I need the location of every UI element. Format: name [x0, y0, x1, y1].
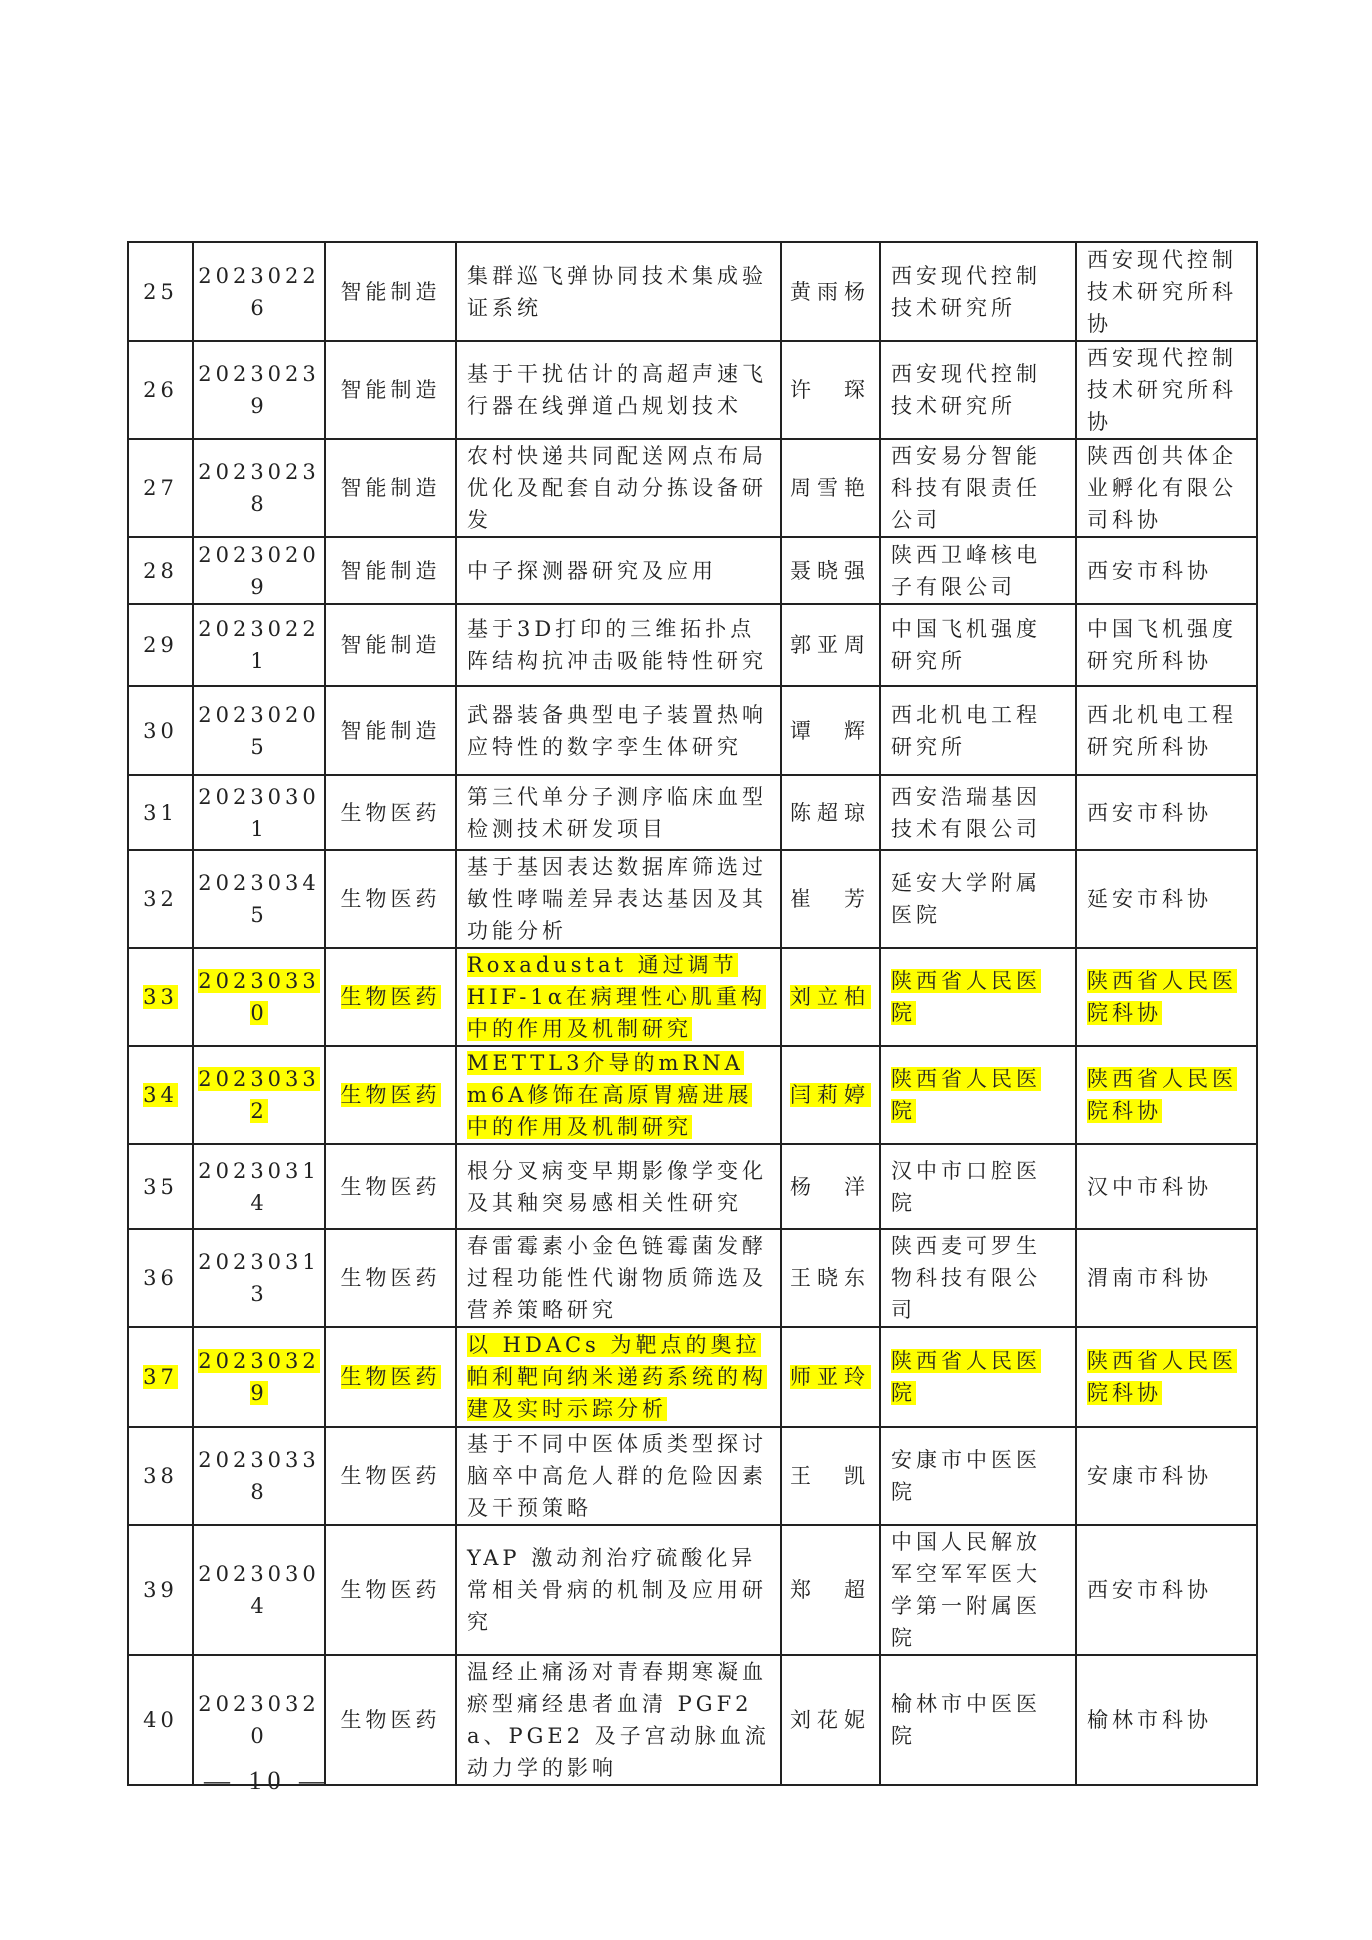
recommending-unit-cell: [1076, 537, 1257, 604]
work-unit-cell: [880, 439, 1076, 537]
work-unit: 陕西麦可罗生物科技有限公司: [891, 1234, 1041, 1322]
project-title: 中子探测器研究及应用: [467, 558, 717, 583]
applicant-name: 师亚玲: [790, 1365, 871, 1389]
applicant-name-cell: [781, 1427, 880, 1525]
project-title: Roxadustat 通过调节 HIF-1α在病理性心肌重构中的作用及机制研究: [467, 953, 766, 1041]
work-unit-cell: [880, 1327, 1076, 1427]
applicant-name-cell: [781, 341, 880, 439]
row-number: 34: [143, 1083, 178, 1107]
field-cell: [325, 1046, 456, 1144]
row-number: 38: [143, 1464, 178, 1488]
field: 生物医药: [340, 1365, 441, 1389]
recommending-unit: 西安市科协: [1087, 558, 1212, 583]
recommending-unit: 陕西省人民医院科协: [1087, 1349, 1237, 1405]
field: 生物医药: [340, 1083, 441, 1107]
applicant-name: 刘花妮: [790, 1708, 871, 1732]
table-row: [128, 686, 1257, 775]
project-title-cell: [456, 1525, 781, 1655]
project-code-cell: [193, 775, 325, 850]
row-number: 27: [143, 476, 178, 500]
recommending-unit-cell: [1076, 1327, 1257, 1427]
applicant-name-cell: [781, 537, 880, 604]
applicant-name-cell: [781, 1525, 880, 1655]
table-row: [128, 948, 1257, 1046]
project-title: 春雷霉素小金色链霉菌发酵过程功能性代谢物质筛选及营养策略研究: [467, 1234, 767, 1322]
project-code: 20230239: [198, 362, 320, 418]
project-code-cell: [193, 439, 325, 537]
field-cell: [325, 1525, 456, 1655]
applicant-name-cell: [781, 948, 880, 1046]
row-number: 25: [143, 279, 178, 304]
row-number-cell: [128, 850, 193, 948]
field-cell: [325, 1655, 456, 1785]
project-code: 20230226: [198, 263, 320, 320]
row-number: 39: [143, 1578, 178, 1602]
table-row: [128, 341, 1257, 439]
field: 智能制造: [340, 558, 441, 583]
field: 生物医药: [340, 1174, 441, 1199]
project-title: 农村快递共同配送网点布局优化及配套自动分拣设备研发: [467, 444, 767, 532]
field: 生物医药: [340, 1708, 441, 1732]
recommending-unit: 安康市科协: [1087, 1464, 1212, 1488]
page-number: — 10 —: [204, 1766, 331, 1795]
applicant-name-cell: [781, 1046, 880, 1144]
recommending-unit: 陕西省人民医院科协: [1087, 969, 1237, 1025]
work-unit-cell: [880, 1525, 1076, 1655]
project-code: 20230332: [198, 1067, 320, 1123]
work-unit: 安康市中医医院: [891, 1448, 1041, 1504]
project-title: METTL3介导的mRNA m6A修饰在高原胃癌进展中的作用及机制研究: [467, 1051, 753, 1139]
project-title-cell: [456, 1046, 781, 1144]
row-number-cell: [128, 1427, 193, 1525]
project-code: 20230238: [198, 460, 320, 516]
project-title-cell: [456, 1144, 781, 1229]
project-code-cell: [193, 242, 325, 341]
project-title: 第三代单分子测序临床血型检测技术研发项目: [467, 784, 767, 841]
project-code: 20230330: [198, 969, 320, 1025]
field-cell: [325, 537, 456, 604]
applicant-name: 崔 芳: [790, 887, 871, 911]
project-code-cell: [193, 341, 325, 439]
project-code-cell: [193, 1427, 325, 1525]
work-unit: 陕西省人民医院: [891, 969, 1041, 1025]
row-number-cell: [128, 686, 193, 775]
row-number-cell: [128, 1229, 193, 1327]
table-row: [128, 439, 1257, 537]
field: 生物医药: [340, 1266, 441, 1290]
row-number: 31: [143, 800, 178, 825]
work-unit: 西北机电工程研究所: [891, 702, 1041, 759]
table-row: [128, 1144, 1257, 1229]
recommending-unit-cell: [1076, 1655, 1257, 1785]
work-unit-cell: [880, 1144, 1076, 1229]
work-unit: 中国人民解放军空军军医大学第一附属医院: [891, 1530, 1041, 1650]
project-title-cell: [456, 775, 781, 850]
project-code: 20230320: [198, 1692, 320, 1748]
recommending-unit-cell: [1076, 604, 1257, 686]
project-title-cell: [456, 604, 781, 686]
project-code-cell: [193, 1144, 325, 1229]
project-code-cell: [193, 1229, 325, 1327]
applicant-name-cell: [781, 1655, 880, 1785]
row-number: 40: [143, 1708, 178, 1732]
recommending-unit: 渭南市科协: [1087, 1266, 1212, 1290]
project-title: 集群巡飞弹协同技术集成验证系统: [467, 263, 767, 320]
field: 生物医药: [340, 800, 441, 825]
project-code: 20230345: [198, 871, 320, 927]
table-row: [128, 1427, 1257, 1525]
project-code-cell: [193, 1046, 325, 1144]
project-code-cell: [193, 948, 325, 1046]
field: 智能制造: [340, 279, 441, 304]
recommending-unit: 汉中市科协: [1087, 1174, 1212, 1199]
applicant-name: 陈超琼: [790, 800, 871, 825]
table-row: [128, 1046, 1257, 1144]
row-number: 32: [143, 887, 178, 911]
project-code: 20230329: [198, 1349, 320, 1405]
applicant-name-cell: [781, 1229, 880, 1327]
work-unit-cell: [880, 1046, 1076, 1144]
table-row: [128, 1525, 1257, 1655]
project-title-cell: [456, 686, 781, 775]
recommending-unit: 西安现代控制技术研究所科协: [1087, 346, 1237, 434]
project-title: YAP 激动剂治疗硫酸化异常相关骨病的机制及应用研究: [467, 1546, 767, 1634]
recommending-unit: 西北机电工程研究所科协: [1087, 702, 1237, 759]
project-code-cell: [193, 1327, 325, 1427]
project-title-cell: [456, 439, 781, 537]
row-number-cell: [128, 604, 193, 686]
row-number: 26: [143, 378, 178, 402]
field-cell: [325, 686, 456, 775]
field-cell: [325, 850, 456, 948]
field: 智能制造: [340, 633, 441, 657]
work-unit-cell: [880, 604, 1076, 686]
field: 生物医药: [340, 1464, 441, 1488]
applicant-name: 刘立柏: [790, 985, 871, 1009]
project-title: 根分叉病变早期影像学变化及其釉突易感相关性研究: [467, 1158, 767, 1215]
applicant-name: 杨 洋: [790, 1174, 871, 1199]
row-number-cell: [128, 1046, 193, 1144]
applicant-name-cell: [781, 242, 880, 341]
recommending-unit-cell: [1076, 439, 1257, 537]
project-title-cell: [456, 1229, 781, 1327]
work-unit-cell: [880, 242, 1076, 341]
work-unit-cell: [880, 948, 1076, 1046]
applicant-name: 谭 辉: [790, 718, 871, 743]
project-code: 20230209: [198, 542, 320, 599]
row-number-cell: [128, 341, 193, 439]
applicant-name-cell: [781, 850, 880, 948]
applicant-name: 许 琛: [790, 378, 871, 402]
applicant-name-cell: [781, 775, 880, 850]
field-cell: [325, 1427, 456, 1525]
recommending-unit-cell: [1076, 1229, 1257, 1327]
recommending-unit: 延安市科协: [1087, 887, 1212, 911]
project-title-cell: [456, 341, 781, 439]
work-unit: 陕西省人民医院: [891, 1349, 1041, 1405]
applicant-name: 聂晓强: [790, 558, 871, 583]
recommending-unit-cell: [1076, 1144, 1257, 1229]
work-unit: 西安现代控制技术研究所: [891, 362, 1041, 418]
project-code: 20230221: [198, 617, 320, 673]
project-title: 基于基因表达数据库筛选过敏性哮喘差异表达基因及其功能分析: [467, 855, 767, 943]
field-cell: [325, 948, 456, 1046]
row-number: 29: [143, 633, 178, 657]
row-number-cell: [128, 1525, 193, 1655]
project-title-cell: [456, 850, 781, 948]
table-row: [128, 1327, 1257, 1427]
row-number-cell: [128, 1327, 193, 1427]
recommending-unit-cell: [1076, 948, 1257, 1046]
project-code: 20230205: [198, 702, 320, 759]
field-cell: [325, 242, 456, 341]
work-unit-cell: [880, 1229, 1076, 1327]
recommending-unit: 西安市科协: [1087, 800, 1212, 825]
field-cell: [325, 1229, 456, 1327]
field: 智能制造: [340, 476, 441, 500]
recommending-unit-cell: [1076, 1427, 1257, 1525]
project-code: 20230304: [198, 1562, 320, 1618]
project-code: 20230301: [198, 784, 320, 841]
row-number: 37: [143, 1365, 178, 1389]
recommending-unit: 陕西省人民医院科协: [1087, 1067, 1237, 1123]
project-title-cell: [456, 1427, 781, 1525]
work-unit-cell: [880, 686, 1076, 775]
applicant-name: 闫莉婷: [790, 1083, 871, 1107]
work-unit: 陕西省人民医院: [891, 1067, 1041, 1123]
row-number-cell: [128, 1144, 193, 1229]
work-unit: 延安大学附属医院: [891, 871, 1041, 927]
project-title-cell: [456, 1327, 781, 1427]
project-code: 20230338: [198, 1448, 320, 1504]
work-unit: 汉中市口腔医院: [891, 1158, 1041, 1215]
work-unit-cell: [880, 537, 1076, 604]
field-cell: [325, 439, 456, 537]
row-number-cell: [128, 537, 193, 604]
recommending-unit-cell: [1076, 850, 1257, 948]
field-cell: [325, 1144, 456, 1229]
project-code: 20230314: [198, 1158, 320, 1215]
field-cell: [325, 775, 456, 850]
project-table: [127, 241, 1258, 1786]
applicant-name: 王 凯: [790, 1464, 871, 1488]
table-row: [128, 775, 1257, 850]
table-row: [128, 850, 1257, 948]
field: 智能制造: [340, 378, 441, 402]
field: 生物医药: [340, 985, 441, 1009]
recommending-unit-cell: [1076, 775, 1257, 850]
field-cell: [325, 341, 456, 439]
applicant-name-cell: [781, 1144, 880, 1229]
applicant-name-cell: [781, 439, 880, 537]
table-row: [128, 242, 1257, 341]
project-code-cell: [193, 686, 325, 775]
field-cell: [325, 604, 456, 686]
row-number: 28: [143, 558, 178, 583]
table-row: [128, 1229, 1257, 1327]
project-title-cell: [456, 242, 781, 341]
row-number-cell: [128, 1655, 193, 1785]
applicant-name: 郑 超: [790, 1578, 871, 1602]
row-number-cell: [128, 948, 193, 1046]
recommending-unit: 西安现代控制技术研究所科协: [1087, 247, 1237, 336]
recommending-unit-cell: [1076, 686, 1257, 775]
row-number-cell: [128, 775, 193, 850]
project-title-cell: [456, 1655, 781, 1785]
project-code: 20230313: [198, 1250, 320, 1306]
work-unit: 榆林市中医医院: [891, 1692, 1041, 1748]
field: 生物医药: [340, 887, 441, 911]
applicant-name: 周雪艳: [790, 476, 871, 500]
field: 生物医药: [340, 1578, 441, 1602]
project-title-cell: [456, 537, 781, 604]
row-number: 33: [143, 985, 178, 1009]
applicant-name: 黄雨杨: [790, 279, 871, 304]
recommending-unit: 榆林市科协: [1087, 1708, 1212, 1732]
work-unit-cell: [880, 341, 1076, 439]
recommending-unit: 西安市科协: [1087, 1578, 1212, 1602]
applicant-name: 王晓东: [790, 1266, 871, 1290]
work-unit: 西安现代控制技术研究所: [891, 263, 1041, 320]
row-number: 36: [143, 1266, 178, 1290]
work-unit: 西安易分智能科技有限责任公司: [891, 444, 1041, 532]
applicant-name-cell: [781, 686, 880, 775]
field: 智能制造: [340, 718, 441, 743]
project-code-cell: [193, 850, 325, 948]
recommending-unit-cell: [1076, 242, 1257, 341]
table-row: [128, 537, 1257, 604]
recommending-unit-cell: [1076, 341, 1257, 439]
work-unit: 西安浩瑞基因技术有限公司: [891, 784, 1041, 841]
row-number: 30: [143, 718, 178, 743]
recommending-unit: 中国飞机强度研究所科协: [1087, 617, 1237, 673]
work-unit-cell: [880, 850, 1076, 948]
project-title: 基于不同中医体质类型探讨脑卒中高危人群的危险因素及干预策略: [467, 1432, 767, 1520]
applicant-name-cell: [781, 1327, 880, 1427]
project-code-cell: [193, 1525, 325, 1655]
work-unit-cell: [880, 1655, 1076, 1785]
work-unit: 中国飞机强度研究所: [891, 617, 1041, 673]
applicant-name: 郭亚周: [790, 633, 871, 657]
project-title: 以 HDACs 为靶点的奥拉帕利靶向纳米递药系统的构建及实时示踪分析: [467, 1333, 767, 1421]
project-code-cell: [193, 604, 325, 686]
row-number-cell: [128, 439, 193, 537]
recommending-unit-cell: [1076, 1525, 1257, 1655]
project-title: 温经止痛汤对青春期寒凝血瘀型痛经患者血清 PGF2a、PGE2 及子宫动脉血流动力学的影响: [467, 1660, 770, 1780]
row-number-cell: [128, 242, 193, 341]
applicant-name-cell: [781, 604, 880, 686]
work-unit: 陕西卫峰核电子有限公司: [891, 542, 1041, 599]
project-code-cell: [193, 537, 325, 604]
recommending-unit-cell: [1076, 1046, 1257, 1144]
project-title: 武器装备典型电子装置热响应特性的数字孪生体研究: [467, 702, 767, 759]
work-unit-cell: [880, 775, 1076, 850]
project-title: 基于干扰估计的高超声速飞行器在线弹道凸规划技术: [467, 362, 767, 418]
recommending-unit: 陕西创共体企业孵化有限公司科协: [1087, 444, 1237, 532]
field-cell: [325, 1327, 456, 1427]
table-row: [128, 604, 1257, 686]
row-number: 35: [143, 1174, 178, 1199]
table-body: [128, 242, 1257, 1785]
project-title: 基于3D打印的三维拓扑点阵结构抗冲击吸能特性研究: [467, 617, 767, 673]
work-unit-cell: [880, 1427, 1076, 1525]
project-title-cell: [456, 948, 781, 1046]
